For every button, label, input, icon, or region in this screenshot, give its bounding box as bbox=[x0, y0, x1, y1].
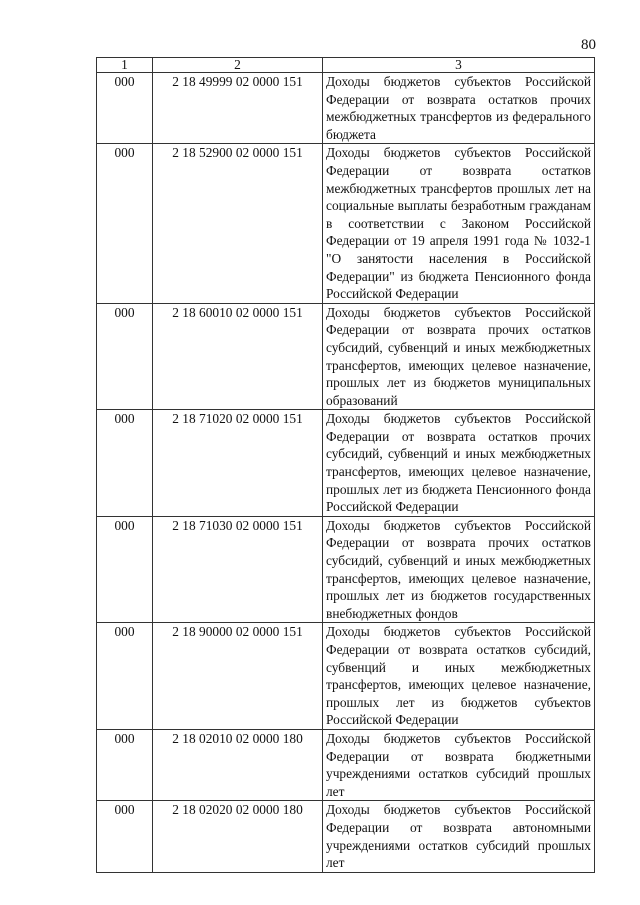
budget-code-cell: 2 18 02020 02 0000 180 bbox=[153, 801, 323, 872]
table-row bbox=[97, 516, 595, 623]
admin-code-cell: 000 bbox=[97, 410, 153, 517]
budget-code-cell: 2 18 49999 02 0000 151 bbox=[153, 73, 323, 144]
table-row bbox=[97, 410, 595, 517]
description-cell: Доходы бюджетов субъектов Российской Федерации от возврата остатков субсидий, субвенций и иных межбюджетных трансфертов, имеющих целевое назначение, прошлых лет из бюджетов субъектов Российской Федерации bbox=[323, 623, 595, 730]
admin-code-cell: 000 bbox=[97, 801, 153, 872]
table-row bbox=[97, 801, 595, 872]
header-col-3: 3 bbox=[323, 58, 595, 73]
description-cell: Доходы бюджетов субъектов Российской Федерации от возврата остатков прочих межбюджетных трансфертов из федерального бюджета bbox=[323, 73, 595, 144]
table-row bbox=[97, 623, 595, 730]
admin-code-cell: 000 bbox=[97, 516, 153, 623]
header-row bbox=[97, 58, 595, 73]
admin-code-cell: 000 bbox=[97, 303, 153, 410]
budget-code-cell: 2 18 02010 02 0000 180 bbox=[153, 729, 323, 800]
budget-code-cell: 2 18 52900 02 0000 151 bbox=[153, 144, 323, 303]
header-col-2: 2 bbox=[153, 58, 323, 73]
description-cell: Доходы бюджетов субъектов Российской Федерации от возврата остатков прочих субсидий, субвенций и иных межбюджетных трансфертов, имеющих целевое назначение, прошлых лет из бюджета Пенсионного фонда Российской Федерации bbox=[323, 410, 595, 517]
description-cell: Доходы бюджетов субъектов Российской Федерации от возврата прочих остатков субсидий, субвенций и иных межбюджетных трансфертов, имеющих целевое назначение, прошлых лет из бюджетов муниципальных образований bbox=[323, 303, 595, 410]
budget-codes-table bbox=[96, 57, 595, 873]
table-row bbox=[97, 729, 595, 800]
admin-code-cell: 000 bbox=[97, 729, 153, 800]
description-cell: Доходы бюджетов субъектов Российской Федерации от возврата бюджетными учреждениями остатков субсидий прошлых лет bbox=[323, 729, 595, 800]
admin-code-cell: 000 bbox=[97, 144, 153, 303]
page-number: 80 bbox=[581, 37, 596, 53]
description-cell: Доходы бюджетов субъектов Российской Федерации от возврата автономными учреждениями остатков субсидий прошлых лет bbox=[323, 801, 595, 872]
header-col-1: 1 bbox=[97, 58, 153, 73]
table-row bbox=[97, 73, 595, 144]
table-row bbox=[97, 303, 595, 410]
admin-code-cell: 000 bbox=[97, 623, 153, 730]
budget-code-cell: 2 18 90000 02 0000 151 bbox=[153, 623, 323, 730]
budget-code-cell: 2 18 71030 02 0000 151 bbox=[153, 516, 323, 623]
budget-code-cell: 2 18 60010 02 0000 151 bbox=[153, 303, 323, 410]
description-cell: Доходы бюджетов субъектов Российской Федерации от возврата остатков межбюджетных трансфертов прошлых лет на социальные выплаты безработным гражданам в соответствии с Законом Российской Федерации от 19 апреля 1991 года № 1032-1 "О занятости населения в Российской Федерации" из бюджета Пенсионного фонда Российской Федерации bbox=[323, 144, 595, 303]
admin-code-cell: 000 bbox=[97, 73, 153, 144]
table-row bbox=[97, 144, 595, 303]
budget-code-cell: 2 18 71020 02 0000 151 bbox=[153, 410, 323, 517]
description-cell: Доходы бюджетов субъектов Российской Федерации от возврата прочих остатков субсидий, субвенций и иных межбюджетных трансфертов, имеющих целевое назначение, прошлых лет из бюджетов государственных внебюджетных фондов bbox=[323, 516, 595, 623]
